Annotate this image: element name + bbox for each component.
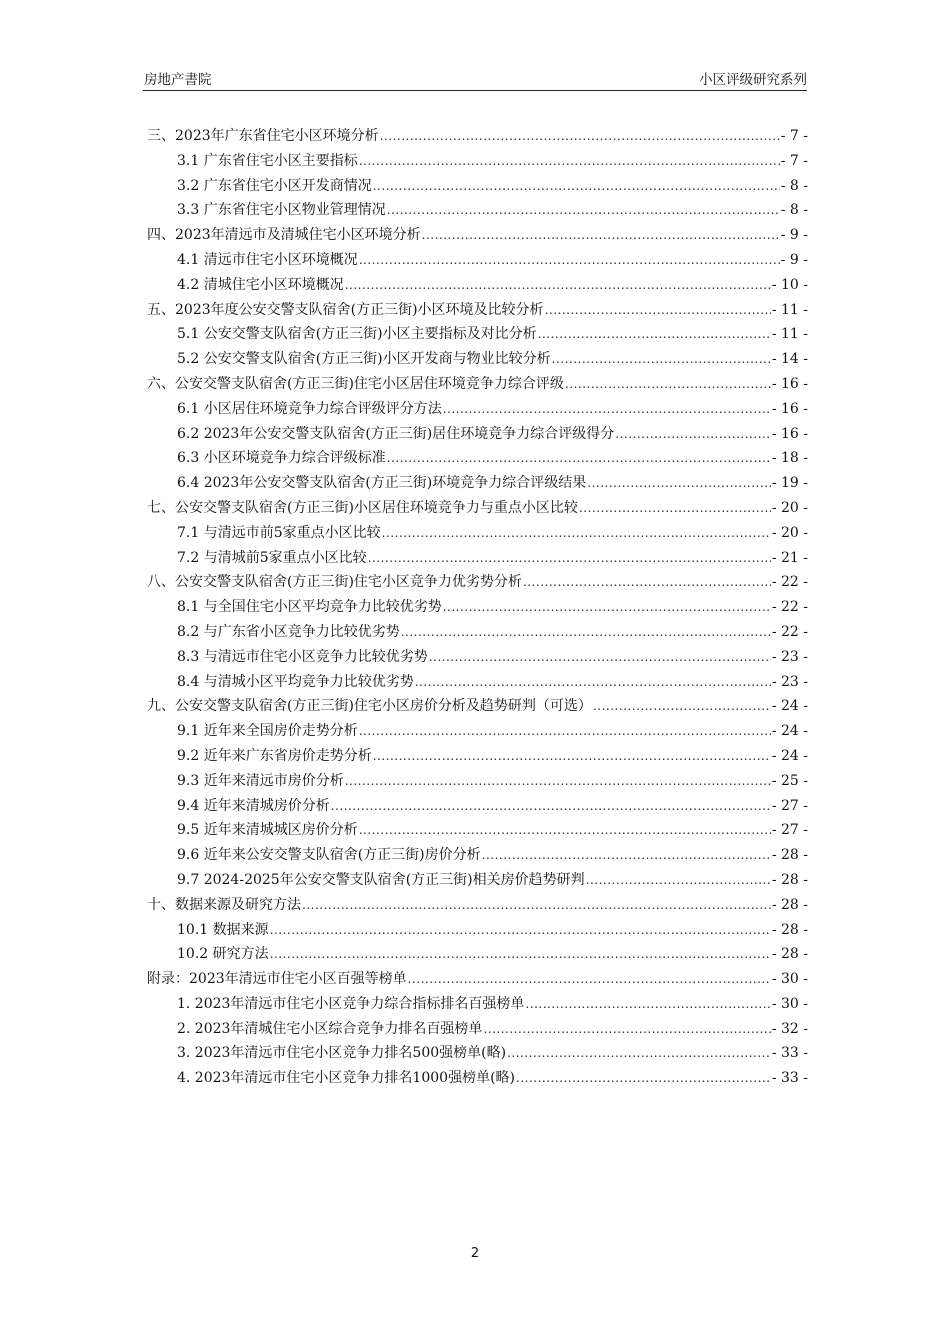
toc-entry-title: 9.6 近年来公安交警支队宿舍(方正三街)房价分析 xyxy=(177,847,481,864)
toc-entry-title: 10.1 数据来源 xyxy=(177,921,269,938)
toc-dot-leader xyxy=(373,744,771,769)
toc-entry-page: - 9 - xyxy=(780,227,808,244)
toc-entry-section[interactable] xyxy=(147,595,808,620)
toc-dot-leader xyxy=(387,198,780,223)
page-number: 2 xyxy=(470,1246,480,1261)
toc-entry-section[interactable] xyxy=(147,397,808,422)
toc-entry-title: 6.2 2023年公安交警支队宿舍(方正三街)居住环境竞争力综合评级得分 xyxy=(177,425,615,442)
toc-entry-title: 4.1 清远市住宅小区环境概况 xyxy=(177,251,358,268)
toc-entry-title: 9.5 近年来清城城区房价分析 xyxy=(177,822,358,839)
toc-entry-section[interactable] xyxy=(147,174,808,199)
toc-dot-leader xyxy=(345,769,771,794)
toc-entry-title: 10.2 研究方法 xyxy=(177,946,269,963)
toc-dot-leader xyxy=(359,248,780,273)
toc-entry-section[interactable] xyxy=(147,918,808,943)
toc-dot-leader xyxy=(401,620,771,645)
toc-entry-page: - 20 - xyxy=(771,524,808,541)
toc-entry-page: - 25 - xyxy=(771,772,808,789)
toc-entry-page: - 22 - xyxy=(771,623,808,640)
toc-entry-page: - 27 - xyxy=(771,797,808,814)
toc-entry-page: - 33 - xyxy=(771,1045,808,1062)
toc-entry-title: 附录：2023年清远市住宅小区百强等榜单 xyxy=(147,971,407,988)
toc-entry-title: 9.3 近年来清远市房价分析 xyxy=(177,772,344,789)
header-series-title: 小区评级研究系列 xyxy=(699,72,807,88)
toc-entry-page: - 24 - xyxy=(771,723,808,740)
toc-dot-leader xyxy=(359,719,771,744)
toc-entry-section[interactable] xyxy=(147,471,808,496)
toc-entry-page: - 7 - xyxy=(780,128,808,144)
toc-dot-leader xyxy=(359,818,771,843)
toc-entry-section[interactable] xyxy=(147,620,808,645)
toc-dot-leader xyxy=(429,645,771,670)
toc-entry-title: 6.1 小区居住环境竞争力综合评级评分方法 xyxy=(177,400,442,417)
toc-entry-page: - 23 - xyxy=(771,648,808,665)
toc-entry-chapter[interactable] xyxy=(147,372,808,397)
toc-entry-chapter[interactable] xyxy=(147,298,808,323)
toc-entry-title: 八、公安交警支队宿舍(方正三街)住宅小区竞争力优劣势分析 xyxy=(147,574,522,591)
toc-dot-leader xyxy=(483,1017,770,1042)
toc-entry-page: - 30 - xyxy=(771,971,808,988)
toc-dot-leader xyxy=(525,992,770,1017)
toc-entry-section[interactable] xyxy=(147,1066,808,1091)
toc-entry-title: 4.2 清城住宅小区环境概况 xyxy=(177,276,344,293)
toc-entry-title: 5.2 公安交警支队宿舍(方正三街)小区开发商与物业比较分析 xyxy=(177,351,551,368)
toc-entry-title: 8.2 与广东省小区竞争力比较优劣势 xyxy=(177,623,400,640)
toc-entry-title: 4. 2023年清远市住宅小区竞争力排名1000强榜单(略) xyxy=(177,1070,515,1087)
toc-entry-section[interactable] xyxy=(147,273,808,298)
toc-entry-title: 9.4 近年来清城房价分析 xyxy=(177,797,330,814)
toc-entry-section[interactable] xyxy=(147,818,808,843)
toc-dot-leader xyxy=(593,694,771,719)
toc-dot-leader xyxy=(565,372,771,397)
toc-entry-section[interactable] xyxy=(147,769,808,794)
toc-dot-leader xyxy=(523,570,771,595)
toc-entry-chapter[interactable] xyxy=(147,124,808,149)
toc-entry-page: - 20 - xyxy=(771,499,808,516)
toc-entry-title: 六、公安交警支队宿舍(方正三街)住宅小区居住环境竞争力综合评级 xyxy=(147,375,564,392)
toc-entry-title: 三、2023年广东省住宅小区环境分析 xyxy=(147,128,379,144)
toc-entry-chapter[interactable] xyxy=(147,570,808,595)
toc-entry-title: 四、2023年清远市及清城住宅小区环境分析 xyxy=(147,227,421,244)
toc-entry-title: 七、公安交警支队宿舍(方正三街)小区居住环境竞争力与重点小区比较 xyxy=(147,499,578,516)
toc-entry-title: 2. 2023年清城住宅小区综合竞争力排名百强榜单 xyxy=(177,1020,483,1037)
toc-dot-leader xyxy=(552,347,771,372)
toc-entry-section[interactable] xyxy=(147,670,808,695)
toc-entry-page: - 19 - xyxy=(771,475,808,492)
toc-dot-leader xyxy=(516,1066,771,1091)
toc-entry-chapter[interactable] xyxy=(147,694,808,719)
toc-entry-chapter[interactable] xyxy=(147,223,808,248)
toc-dot-leader xyxy=(422,223,780,248)
toc-entry-section[interactable] xyxy=(147,645,808,670)
toc-dot-leader xyxy=(270,942,771,967)
toc-entry-title: 九、公安交警支队宿舍(方正三街)住宅小区房价分析及趋势研判（可选） xyxy=(147,698,592,715)
toc-entry-page: - 9 - xyxy=(780,251,808,268)
toc-entry-section[interactable] xyxy=(147,1017,808,1042)
toc-entry-page: - 24 - xyxy=(771,698,808,715)
toc-dot-leader xyxy=(368,546,771,571)
toc-entry-section[interactable] xyxy=(147,322,808,347)
toc-entry-title: 6.4 2023年公安交警支队宿舍(方正三街)环境竞争力综合评级结果 xyxy=(177,475,587,492)
toc-dot-leader xyxy=(587,471,771,496)
toc-entry-section[interactable] xyxy=(147,1041,808,1066)
toc-entry-page: - 24 - xyxy=(771,747,808,764)
toc-entry-page: - 8 - xyxy=(780,202,808,219)
toc-entry-page: - 28 - xyxy=(771,946,808,963)
toc-dot-leader xyxy=(382,521,771,546)
toc-entry-page: - 11 - xyxy=(771,301,808,318)
toc-entry-page: - 8 - xyxy=(780,177,808,194)
toc-entry-title: 8.1 与全国住宅小区平均竞争力比较优劣势 xyxy=(177,599,442,616)
toc-entry-page: - 16 - xyxy=(771,375,808,392)
page-header xyxy=(143,66,807,91)
toc-dot-leader xyxy=(482,843,771,868)
toc-entry-page: - 28 - xyxy=(771,896,808,913)
toc-entry-section[interactable] xyxy=(147,521,808,546)
toc-dot-leader xyxy=(387,446,771,471)
toc-entry-page: - 30 - xyxy=(771,995,808,1012)
toc-entry-section[interactable] xyxy=(147,546,808,571)
toc-entry-title: 6.3 小区环境竞争力综合评级标准 xyxy=(177,450,386,467)
toc-entry-title: 5.1 公安交警支队宿舍(方正三街)小区主要指标及对比分析 xyxy=(177,326,537,343)
toc-entry-title: 3.3 广东省住宅小区物业管理情况 xyxy=(177,202,386,219)
toc-entry-title: 7.1 与清远市前5家重点小区比较 xyxy=(177,524,381,541)
toc-entry-title: 9.7 2024-2025年公安交警支队宿舍(方正三街)相关房价趋势研判 xyxy=(177,871,585,888)
toc-entry-page: - 11 - xyxy=(771,326,808,343)
toc-entry-page: - 14 - xyxy=(771,351,808,368)
toc-dot-leader xyxy=(579,496,771,521)
toc-entry-section[interactable] xyxy=(147,719,808,744)
toc-entry-section[interactable] xyxy=(147,149,808,174)
toc-entry-page: - 27 - xyxy=(771,822,808,839)
toc-entry-page: - 21 - xyxy=(771,549,808,566)
toc-entry-section[interactable] xyxy=(147,992,808,1017)
toc-entry-page: - 16 - xyxy=(771,400,808,417)
toc-dot-leader xyxy=(373,174,780,199)
toc-entry-title: 8.3 与清远市住宅小区竞争力比较优劣势 xyxy=(177,648,428,665)
toc-entry-page: - 33 - xyxy=(771,1070,808,1087)
toc-entry-title: 五、2023年度公安交警支队宿舍(方正三街)小区环境及比较分析 xyxy=(147,301,544,318)
toc-entry-section[interactable] xyxy=(147,868,808,893)
toc-dot-leader xyxy=(380,124,780,149)
toc-entry-chapter[interactable] xyxy=(147,893,808,918)
toc-dot-leader xyxy=(345,273,771,298)
toc-entry-section[interactable] xyxy=(147,198,808,223)
toc-dot-leader xyxy=(270,918,771,943)
toc-entry-section[interactable] xyxy=(147,422,808,447)
toc-entry-title: 9.1 近年来全国房价走势分析 xyxy=(177,723,358,740)
toc-dot-leader xyxy=(359,149,780,174)
toc-entry-section[interactable] xyxy=(147,794,808,819)
toc-entry-section[interactable] xyxy=(147,843,808,868)
toc-dot-leader xyxy=(545,298,771,323)
toc-entry-title: 1. 2023年清远市住宅小区竞争力综合指标排名百强榜单 xyxy=(177,995,525,1012)
toc-dot-leader xyxy=(443,397,771,422)
toc-entry-page: - 10 - xyxy=(771,276,808,293)
toc-entry-section[interactable] xyxy=(147,744,808,769)
table-of-contents xyxy=(147,124,808,1091)
toc-entry-page: - 28 - xyxy=(771,921,808,938)
toc-entry-chapter[interactable] xyxy=(147,967,808,992)
toc-dot-leader xyxy=(415,670,771,695)
toc-entry-page: - 28 - xyxy=(771,871,808,888)
header-publisher: 房地产書院 xyxy=(144,72,212,88)
toc-dot-leader xyxy=(443,595,771,620)
toc-entry-section[interactable] xyxy=(147,347,808,372)
toc-entry-section[interactable] xyxy=(147,446,808,471)
toc-entry-title: 3. 2023年清远市住宅小区竞争力排名500强榜单(略) xyxy=(177,1045,507,1062)
toc-dot-leader xyxy=(302,893,771,918)
toc-dot-leader xyxy=(331,794,771,819)
toc-entry-page: - 28 - xyxy=(771,847,808,864)
toc-entry-section[interactable] xyxy=(147,942,808,967)
toc-entry-page: - 18 - xyxy=(771,450,808,467)
toc-entry-chapter[interactable] xyxy=(147,496,808,521)
toc-entry-page: - 32 - xyxy=(771,1020,808,1037)
toc-entry-title: 8.4 与清城小区平均竞争力比较优劣势 xyxy=(177,673,414,690)
toc-entry-page: - 22 - xyxy=(771,599,808,616)
toc-entry-page: - 16 - xyxy=(771,425,808,442)
toc-entry-title: 3.2 广东省住宅小区开发商情况 xyxy=(177,177,372,194)
toc-dot-leader xyxy=(586,868,771,893)
toc-entry-title: 9.2 近年来广东省房价走势分析 xyxy=(177,747,372,764)
toc-entry-section[interactable] xyxy=(147,248,808,273)
toc-dot-leader xyxy=(538,322,771,347)
toc-dot-leader xyxy=(507,1041,771,1066)
toc-entry-title: 十、数据来源及研究方法 xyxy=(147,896,301,913)
toc-entry-title: 3.1 广东省住宅小区主要指标 xyxy=(177,152,358,169)
toc-entry-page: - 23 - xyxy=(771,673,808,690)
toc-entry-page: - 7 - xyxy=(780,152,808,169)
toc-dot-leader xyxy=(615,422,771,447)
toc-entry-title: 7.2 与清城前5家重点小区比较 xyxy=(177,549,367,566)
toc-dot-leader xyxy=(408,967,771,992)
toc-entry-page: - 22 - xyxy=(771,574,808,591)
